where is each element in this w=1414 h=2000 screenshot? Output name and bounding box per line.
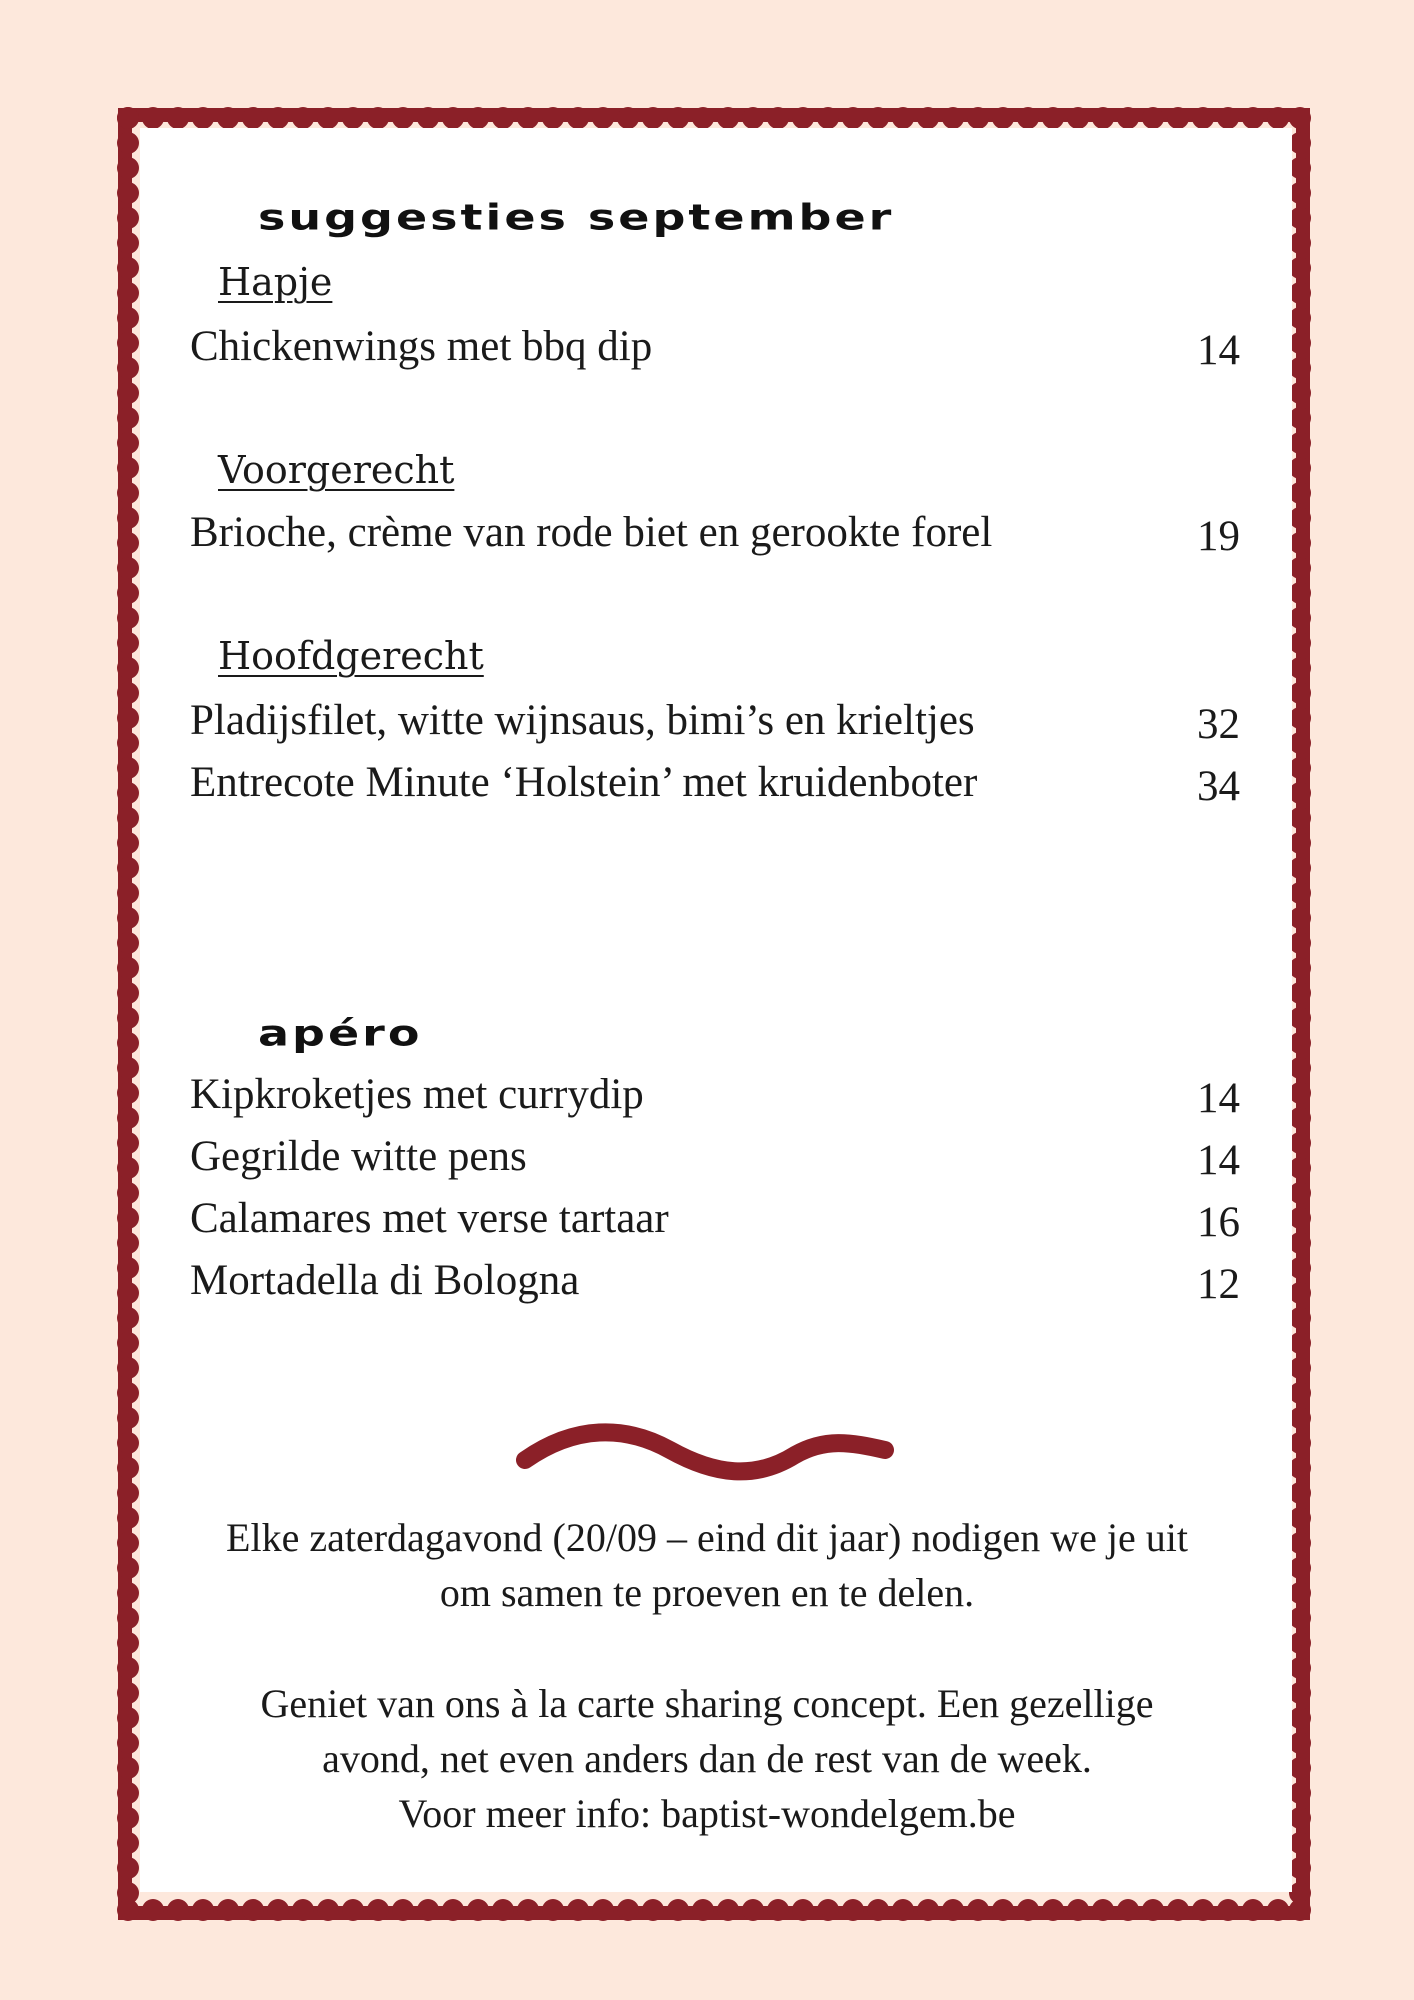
info-paragraph-saturday <box>160 1510 1254 1620</box>
apero-title: apéro <box>258 1012 423 1055</box>
item-name: Pladijsfilet, witte wijnsaus, bimi’s en krieltjes <box>190 697 975 744</box>
menu-item <box>190 508 1240 562</box>
item-name: Calamares met verse tartaar <box>190 1195 669 1242</box>
item-name: Gegrilde witte pens <box>190 1133 527 1180</box>
item-price: 32 <box>1197 701 1240 748</box>
item-name: Mortadella di Bologna <box>190 1257 580 1304</box>
info-line: Geniet van ons à la carte sharing concept. Een gezellige <box>260 1681 1154 1726</box>
item-price: 14 <box>1197 1075 1240 1122</box>
section-title-voorgerecht: Voorgerecht <box>218 448 455 492</box>
item-price: 34 <box>1197 763 1240 810</box>
item-name: Entrecote Minute ‘Holstein’ met kruidenboter <box>190 759 978 806</box>
menu-item <box>190 1194 1240 1248</box>
item-name: Chickenwings met bbq dip <box>190 323 653 370</box>
menu-item <box>190 696 1240 750</box>
menu-title: suggesties september <box>258 196 895 239</box>
section-title-hapje: Hapje <box>218 260 333 304</box>
menu-card <box>140 128 1292 1892</box>
item-price: 19 <box>1197 513 1240 560</box>
item-price: 14 <box>1197 1137 1240 1184</box>
info-line: om samen te proeven en te delen. <box>439 1570 975 1615</box>
menu-item <box>190 758 1240 812</box>
menu-item <box>190 322 1240 376</box>
info-paragraph-concept <box>160 1676 1254 1841</box>
item-price: 16 <box>1197 1199 1240 1246</box>
item-price: 12 <box>1197 1261 1240 1308</box>
item-price: 14 <box>1197 327 1240 374</box>
item-name: Brioche, crème van rode biet en gerookte forel <box>190 509 993 556</box>
wave-squiggle-icon <box>505 1420 905 1490</box>
menu-item <box>190 1256 1240 1310</box>
info-line: Voor meer info: baptist-wondelgem.be <box>398 1791 1016 1836</box>
menu-item <box>190 1070 1240 1124</box>
info-line: Elke zaterdagavond (20/09 – eind dit jaar) nodigen we je uit <box>226 1515 1188 1560</box>
section-title-hoofdgerecht: Hoofdgerecht <box>218 634 484 678</box>
info-line: avond, net even anders dan de rest van de week. <box>322 1736 1092 1781</box>
menu-item <box>190 1132 1240 1186</box>
item-name: Kipkroketjes met currydip <box>190 1071 644 1118</box>
